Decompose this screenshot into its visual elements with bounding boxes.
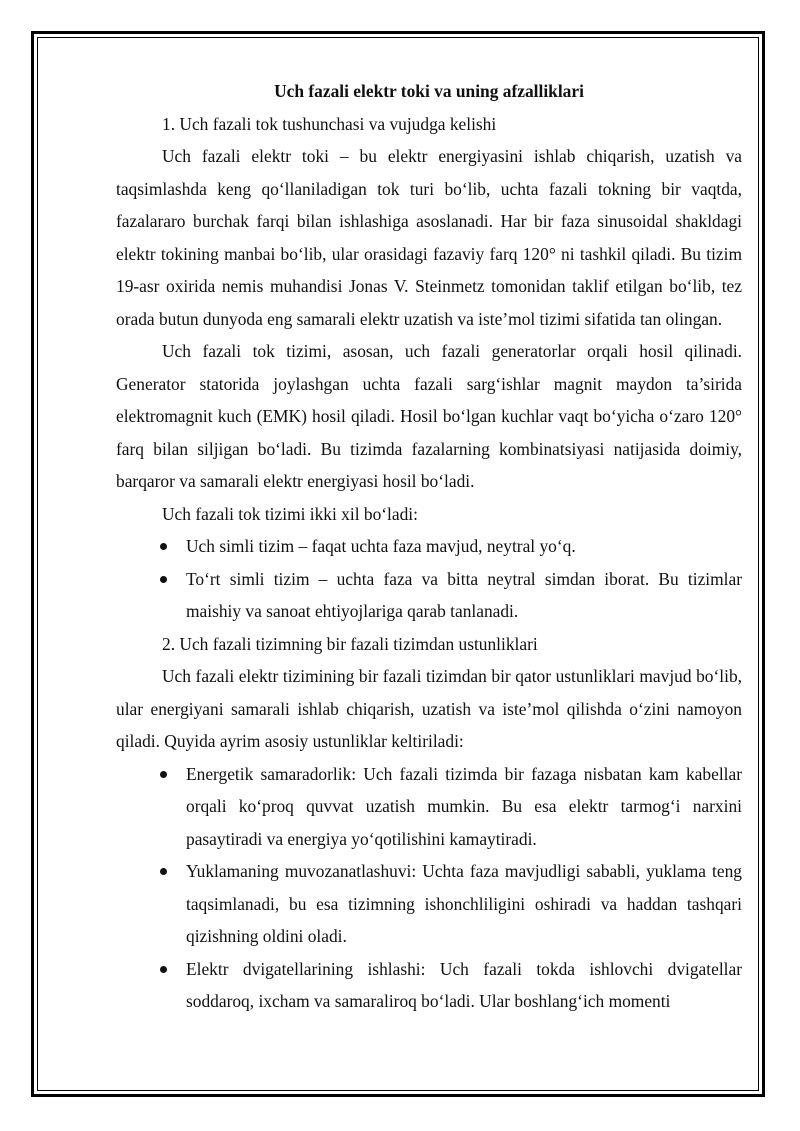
bullet-icon xyxy=(160,868,167,875)
document-body xyxy=(116,75,742,1018)
section-2-heading: 2. Uch fazali tizimning bir fazali tizimdan ustunliklari xyxy=(162,633,538,654)
paragraph-1: Uch fazali elektr toki – bu elektr energiyasini ishlab chiqarish, uzatish va taqsimlashda keng qo‘llaniladigan tok turi bo‘lib, uchta fazali tokning bir vaqtda, fazalararo burchak farqi bilan ishlashiga asoslanadi. Har bir faza sinusoidal shakldagi elektr tokining manbai bo‘lib, ular orasidagi fazaviy farq 120° ni tashkil qiladi. Bu tizim 19-asr oxirida nemis muhandisi Jonas V. Steinmetz tomonidan taklif etilgan bo‘lib, tez orada butun dunyoda eng samarali elektr uzatish va iste’mol tizimi sifatida tan olingan. xyxy=(116,146,742,329)
paragraph-4: Uch fazali elektr tizimining bir fazali tizimdan bir qator ustunliklari mavjud bo‘lib, ular energiyani samarali ishlab chiqarish, uzatish va iste’mol qilishda o‘zini namoyon qiladi. Quyida ayrim asosiy ustunliklar keltiriladi: xyxy=(116,666,742,751)
paragraph-2: Uch fazali tok tizimi, asosan, uch fazali generatorlar orqali hosil qilinadi. Generator statorida joylashgan uchta fazali sarg‘ishlar magnit maydon ta’sirida elektromagnit kuch (EMK) hosil qiladi. Hosil bo‘lgan kuchlar vaqt bo‘yicha o‘zaro 120° farq bilan siljigan bo‘ladi. Bu tizimda fazalarning kombinatsiyasi natijasida doimiy, barqaror va samarali elektr energiyasi hosil bo‘ladi. xyxy=(116,341,742,491)
bullet-icon xyxy=(160,771,167,778)
list-item: Yuklamaning muvozanatlashuvi: Uchta faza mavjudligi sababli, yuklama teng taqsimlanadi, bu esa tizimning ishonchliligini oshiradi va haddan tashqari qizishning oldini oladi. xyxy=(186,855,742,953)
bullet-icon xyxy=(160,966,167,973)
list-item: Uch simli tizim – faqat uchta faza mavjud, neytral yo‘q. xyxy=(186,530,742,563)
list-item: To‘rt simli tizim – uchta faza va bitta neytral simdan iborat. Bu tizimlar maishiy va sanoat ehtiyojlariga qarab tanlanadi. xyxy=(186,563,742,628)
bullet-icon xyxy=(160,576,167,583)
bullet-icon xyxy=(160,543,167,550)
system-types-list xyxy=(116,530,742,628)
advantages-list xyxy=(116,758,742,1018)
list-item: Energetik samaradorlik: Uch fazali tizimda bir fazaga nisbatan kam kabellar orqali ko‘proq quvvat uzatish mumkin. Bu esa elektr tarmog‘i narxini pasaytiradi va energiya yo‘qotilishini kamaytiradi. xyxy=(186,758,742,856)
document-title: Uch fazali elektr toki va uning afzalliklari xyxy=(274,81,584,101)
paragraph-3: Uch fazali tok tizimi ikki xil bo‘ladi: xyxy=(162,503,418,524)
section-1-heading: 1. Uch fazali tok tushunchasi va vujudga kelishi xyxy=(162,113,497,134)
list-item: Elektr dvigatellarining ishlashi: Uch fazali tokda ishlovchi dvigatellar soddaroq, ixcham va samaraliroq bo‘ladi. Ular boshlang‘ich momenti xyxy=(186,953,742,1018)
